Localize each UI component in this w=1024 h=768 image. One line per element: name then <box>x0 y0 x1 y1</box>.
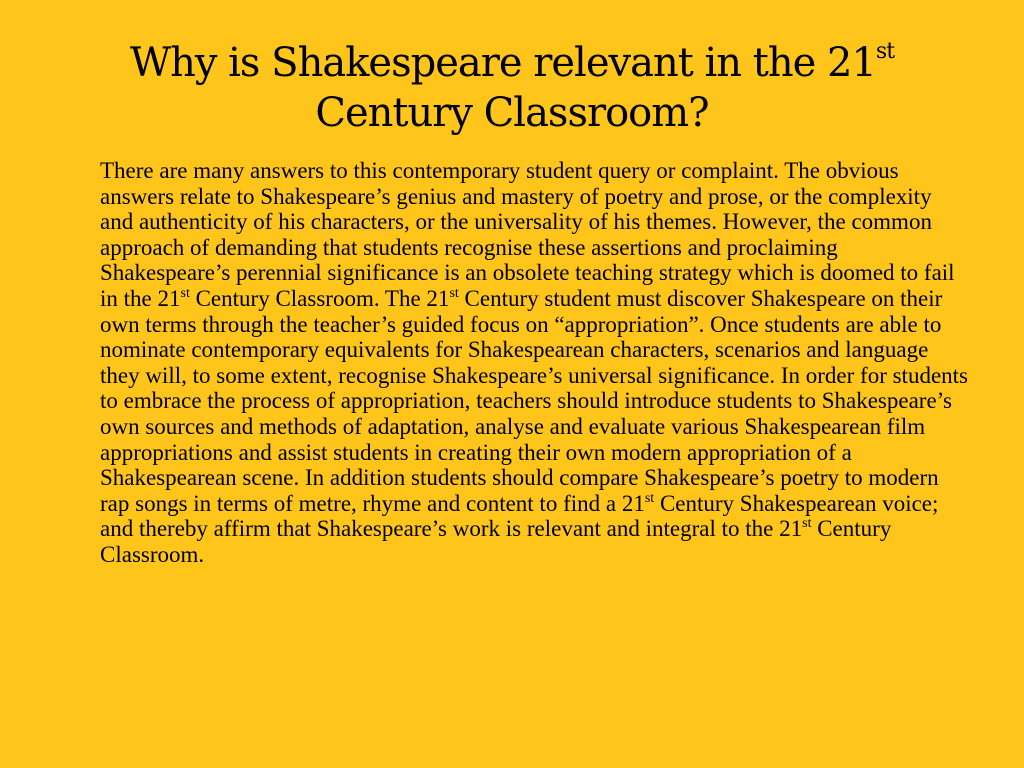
title-superscript: st <box>875 39 895 64</box>
title-line-2: Century Classroom? <box>315 90 709 136</box>
body-superscript-2: st <box>449 285 459 301</box>
title-line-1: Why is Shakespeare relevant in the 21 <box>129 40 876 86</box>
body-text-3: Century student must discover Shakespeare on their own terms through the teacher’s guided focus on “appropriation”. Once students are able to nominate contemporary equivalents for Shakespearean characters, scenarios and language they will, to some extent, recognise Shakespeare’s universal significance. In order for students to embrace the process of appropriation, teachers should introduce students to Shakespeare’s own sources and methods of adaptation, analyse and evaluate various Shakespearean film appropriations and assist students in creating their own modern appropriation of a Shakespearean scene. In addition students should compare Shakespeare’s poetry to modern rap songs in terms of metre, rhyme and content to find a 21 <box>100 285 968 516</box>
body-text-2: Century Classroom. The 21 <box>189 285 450 311</box>
body-text-4: Century Shakespearean voice; and thereby affirm that Shakespeare’s work is relevant and integral to the 21 <box>100 490 939 542</box>
slide-title <box>40 38 984 138</box>
body-superscript-3: st <box>644 490 655 506</box>
body-text-5: Century Classroom. <box>100 516 892 567</box>
body-text-1: There are many answers to this contemporary student query or complaint. The obvious answers relate to Shakespeare’s genius and mastery of poetry and prose, or the complexity and authenticity of his characters, or the universality of his themes. However, the common approach of demanding that students recognise these assertions and proclaiming Shakespeare’s perennial significance is an obsolete teaching strategy which is doomed to fail in the 21 <box>100 158 955 311</box>
body-superscript-1: st <box>180 285 190 301</box>
body-paragraph <box>100 158 968 568</box>
body-superscript-4: st <box>802 516 812 532</box>
